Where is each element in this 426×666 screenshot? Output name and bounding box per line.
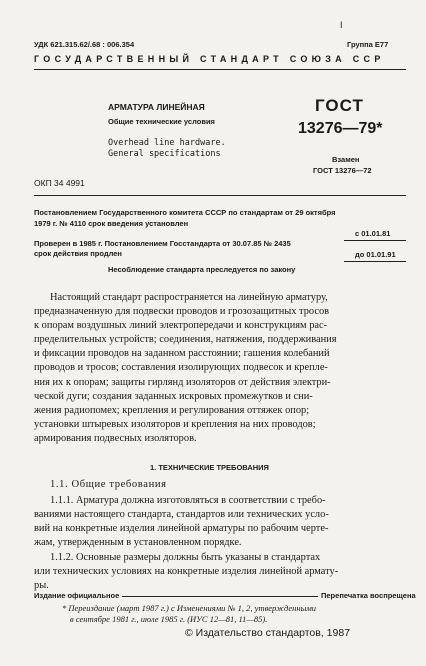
decree-date2: до 01.01.91 xyxy=(355,250,396,259)
replaces-value: ГОСТ 13276—72 xyxy=(313,166,372,175)
decree-line4: срок действия продлен xyxy=(34,249,122,258)
penalty-note: Несоблюдение стандарта преследуется по закону xyxy=(108,265,296,274)
p112-line: 1.1.2. Основные размеры должны быть указаны в стандартах xyxy=(50,552,321,563)
gost-label: ГОСТ xyxy=(315,96,364,115)
p111-line: 1.1.1. Арматура должна изготовляться в соответствии с требо- xyxy=(50,495,326,506)
subtitle-ru: Общие технические условия xyxy=(108,117,215,126)
intro-line: ния их к опорам; защиты гирлянд изоляторов от действия электри- xyxy=(34,376,331,388)
decree-line3: Проверен в 1985 г. Постановлением Госстандарта от 30.07.85 № 2435 xyxy=(34,239,291,248)
intro-line: и фиксации проводов на заданном расстоянии; гашения колебаний xyxy=(34,348,330,360)
title-en-line1: Overhead line hardware. xyxy=(108,138,226,148)
group-code: Группа Е77 xyxy=(347,40,389,49)
intro-line: проводов и тросов; составления изолирующих подвесок и крепле- xyxy=(34,362,328,374)
p111-line: ваниями настоящего стандарта, стандартов или технических усло- xyxy=(34,509,329,521)
gost-number: 13276—79* xyxy=(298,120,383,137)
official-edition: Издание официальное xyxy=(34,591,122,600)
intro-line: Настоящий стандарт распространяется на линейную арматуру, xyxy=(50,292,328,303)
paragraph-1-1-2 xyxy=(34,551,408,593)
intro-line: ческой дуги; создания заданных искровых промежутков и сни- xyxy=(34,390,313,402)
subsection-heading: 1.1. Общие требования xyxy=(50,479,167,490)
intro-line: жения радиопомех; крепления и регулирования оттяжек опор; xyxy=(34,404,310,416)
intro-line: армирования подвесных изоляторов. xyxy=(34,432,197,444)
p112-line: ры. xyxy=(34,580,49,592)
udk-code: УДК 621.315.62/.68 : 006.354 xyxy=(34,40,135,49)
copyright: © Издательство стандартов, 1987 xyxy=(185,627,351,639)
intro-paragraph xyxy=(34,291,408,446)
reissue-note-line2: в сентябре 1981 г., июле 1985 г. (ИУС 12—81, 11—85). xyxy=(70,614,268,624)
decree-line2: 1979 г. № 4110 срок введения установлен xyxy=(34,219,189,228)
reissue-note-line1: * Переиздание (март 1987 г.) с Изменениями № 1, 2, утвержденными xyxy=(62,603,317,613)
paragraph-1-1-1 xyxy=(34,494,408,550)
decree-line1: Постановлением Государственного комитета СССР по стандартам от 29 октября xyxy=(34,208,336,217)
page-mark: I xyxy=(340,20,343,30)
okp-code: ОКП 34 4991 xyxy=(34,178,85,188)
intro-line: пределительных устройств; соединения, натяжения, поддерживания xyxy=(34,334,337,346)
title-en-line2: General specifications xyxy=(108,149,221,159)
section-heading: 1. ТЕХНИЧЕСКИЕ ТРЕБОВАНИЯ xyxy=(150,463,269,472)
intro-line: предназначенную для подвески проводов и грозозащитных тросов xyxy=(34,306,330,318)
p112-line: или технических условиях на конкретные изделия линейной армату- xyxy=(34,566,339,578)
title-ru: АРМАТУРА ЛИНЕЙНАЯ xyxy=(108,102,205,112)
p111-line: жам, утвержденным в установленном порядке. xyxy=(34,537,242,549)
no-reprint: Перепечатка воспрещена xyxy=(318,591,416,600)
title-rule xyxy=(34,195,406,196)
intro-line: установки штыревых изоляторов и крепления на них проводов; xyxy=(34,418,316,430)
intro-line: к опорам воздушных линий электропередачи и конструкциям рас- xyxy=(34,320,328,332)
date1-underline xyxy=(344,240,406,241)
header-rule xyxy=(34,69,406,70)
replaces-label: Взамен xyxy=(332,155,360,164)
decree-date1: с 01.01.81 xyxy=(355,229,391,238)
standard-banner: ГОСУДАРСТВЕННЫЙ СТАНДАРТ СОЮЗА ССР xyxy=(34,54,385,64)
date2-underline xyxy=(344,261,406,262)
p111-line: вий на конкретные изделия линейной арматуры по рабочим чертe- xyxy=(34,523,329,535)
